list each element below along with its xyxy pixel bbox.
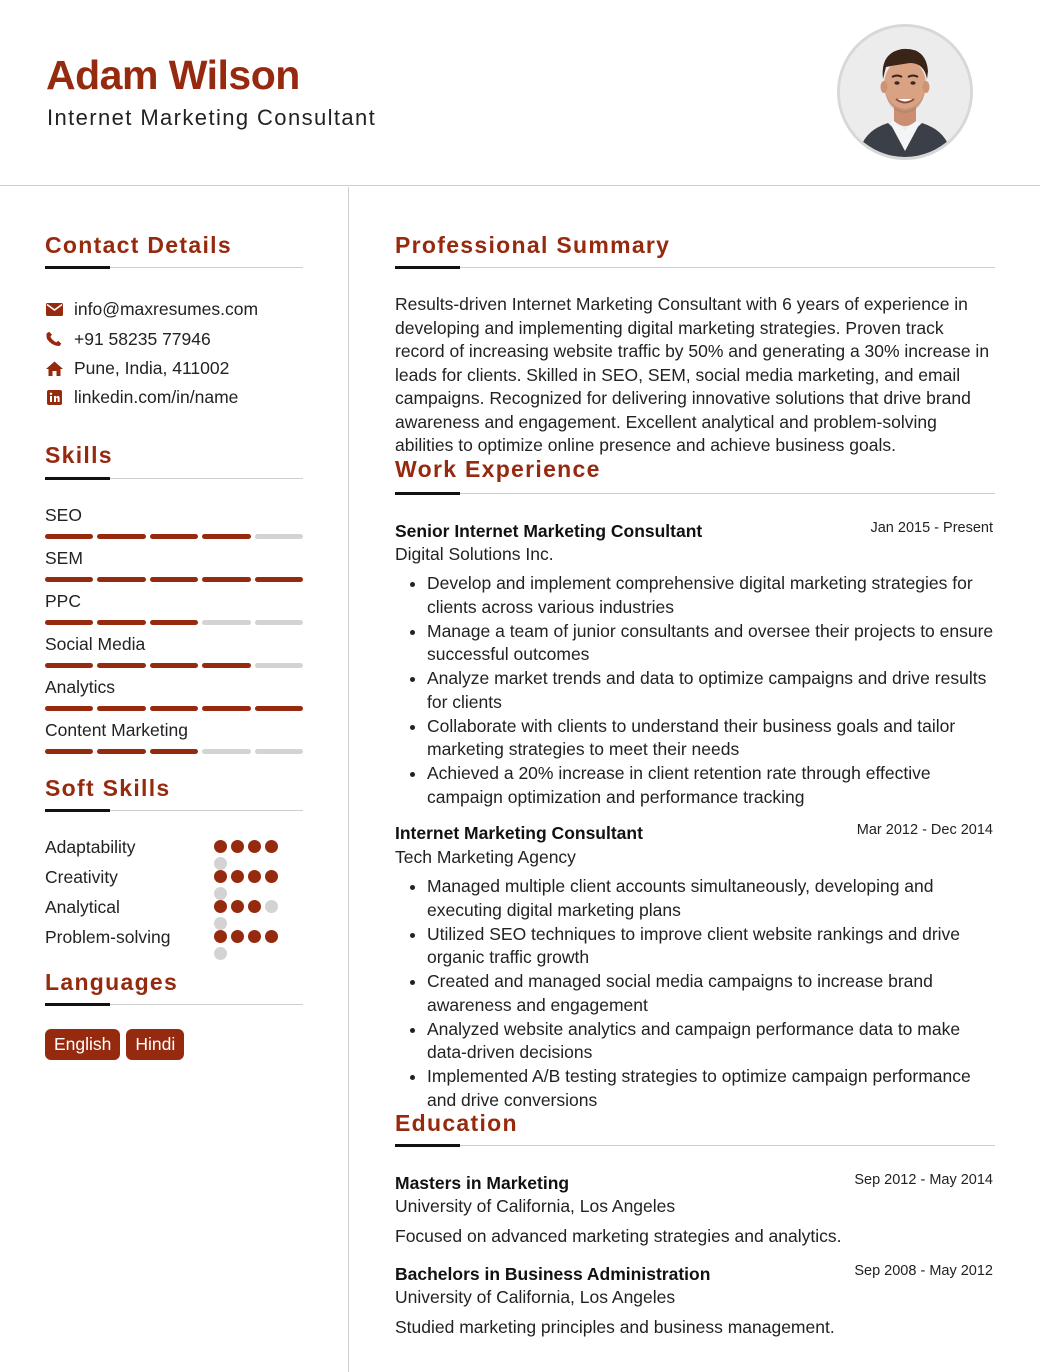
skill-level-segment [150, 577, 198, 582]
rating-dot [214, 840, 227, 853]
rating-dot [214, 887, 227, 900]
job-title: Senior Internet Marketing Consultant [395, 521, 703, 541]
contact-heading: Contact Details [45, 232, 232, 258]
candidate-name: Adam Wilson [46, 52, 300, 98]
skill-level-segment [97, 706, 145, 711]
skill-level-segment [202, 706, 250, 711]
soft-skill-rating [214, 900, 294, 930]
skill-label: Content Marketing [45, 720, 188, 740]
language-badge: English [45, 1029, 120, 1060]
contact-linkedin[interactable] [45, 386, 238, 408]
list-item: Implemented A/B testing strategies to optimize campaign performance and drive conversions [395, 1065, 995, 1112]
skill-level-segment [202, 620, 250, 625]
rating-dot [265, 840, 278, 853]
school-name: University of California, Los Angeles [395, 1287, 676, 1307]
contact-phone-text: +91 58235 77946 [74, 328, 211, 349]
soft-skill-rating [214, 840, 294, 870]
contact-email[interactable] [45, 298, 258, 320]
skills-heading: Skills [45, 442, 113, 468]
skill-level-segment [97, 577, 145, 582]
skill-level-segment [150, 749, 198, 754]
education-description: Studied marketing principles and business management. [395, 1317, 835, 1337]
rating-dot [265, 900, 278, 913]
resume-header [0, 0, 1040, 186]
list-item: Managed multiple client accounts simultaneously, developing and executing digital marketing plans [395, 875, 995, 922]
phone-icon [45, 330, 63, 348]
skill-level-segment [97, 663, 145, 668]
skill-level-segment [255, 534, 303, 539]
skill-level-segment [45, 663, 93, 668]
skill-label: Analytics [45, 677, 116, 697]
list-item: Analyze market trends and data to optimize campaigns and drive results for clients [395, 667, 995, 714]
education-dates: Sep 2008 - May 2012 [854, 1263, 993, 1279]
rating-dot [231, 930, 244, 943]
skill-level-segment [150, 706, 198, 711]
summary-text: Results-driven Internet Marketing Consultant with 6 years of experience in developing and implementing digital marketing strategies. Proven track record of increasing website traffic by 50% and generating a 30% increase in leads for clients. Skilled in SEO, SEM, social media marketing, and email campaigns. Recognized for delivering innovative solutions that drive brand awareness and engagement. Excellent analytical and problem-solving abilities to optimize online presence and achieve business goals. [395, 294, 990, 455]
soft-skill-label: Creativity [45, 867, 118, 887]
experience-rule [395, 493, 995, 494]
soft-skill-label: Problem-solving [45, 927, 171, 947]
job-title: Internet Marketing Consultant [395, 823, 643, 843]
skill-level-segment [45, 577, 93, 582]
rating-dot [248, 930, 261, 943]
linkedin-icon [45, 388, 63, 406]
skill-level-bar [45, 577, 303, 582]
languages-list [45, 1029, 184, 1060]
contact-email-text: info@maxresumes.com [74, 298, 259, 319]
contact-rule [45, 267, 303, 268]
contact-address-text: Pune, India, 411002 [74, 357, 230, 378]
skills-rule [45, 478, 303, 479]
list-item: Manage a team of junior consultants and oversee their projects to ensure successful outcomes [395, 620, 995, 667]
education-rule [395, 1145, 995, 1146]
education-heading: Education [395, 1110, 518, 1136]
languages-heading: Languages [45, 969, 179, 995]
skill-level-segment [150, 534, 198, 539]
school-name: University of California, Los Angeles [395, 1196, 676, 1216]
soft-skill-rating [214, 930, 294, 960]
rating-dot [214, 917, 227, 930]
skill-level-bar [45, 663, 303, 668]
rating-dot [265, 870, 278, 883]
job-bullets [395, 572, 995, 810]
rating-dot [214, 930, 227, 943]
skill-level-segment [97, 534, 145, 539]
rating-dot [231, 870, 244, 883]
skill-level-segment [255, 577, 303, 582]
contact-address [45, 357, 229, 379]
skill-level-segment [202, 663, 250, 668]
degree-title: Masters in Marketing [395, 1173, 570, 1193]
skill-label: PPC [45, 591, 81, 611]
rating-dot [248, 900, 261, 913]
rating-dot [214, 870, 227, 883]
skill-label: SEO [45, 505, 82, 525]
education-description: Focused on advanced marketing strategies and analytics. [395, 1226, 842, 1246]
skill-level-segment [150, 663, 198, 668]
education-dates: Sep 2012 - May 2014 [854, 1172, 993, 1188]
skill-level-segment [97, 620, 145, 625]
rating-dot [231, 900, 244, 913]
envelope-icon [45, 300, 63, 318]
contact-linkedin-text: linkedin.com/in/name [74, 386, 239, 407]
rating-dot [231, 840, 244, 853]
experience-heading: Work Experience [395, 456, 601, 482]
skill-level-segment [255, 620, 303, 625]
rating-dot [265, 930, 278, 943]
list-item: Develop and implement comprehensive digital marketing strategies for clients across various industries [395, 572, 995, 619]
skill-level-bar [45, 706, 303, 711]
job-dates: Jan 2015 - Present [870, 520, 993, 536]
soft-skill-label: Adaptability [45, 837, 136, 857]
skill-level-segment [255, 749, 303, 754]
soft-skills-rule [45, 810, 303, 811]
avatar-photo-icon [840, 27, 970, 157]
list-item: Achieved a 20% increase in client retention rate through effective campaign optimization and performance tracking [395, 762, 995, 809]
skill-level-bar [45, 749, 303, 754]
list-item: Analyzed website analytics and campaign performance data to make data-driven decisions [395, 1018, 995, 1065]
rating-dot [248, 840, 261, 853]
soft-skill-rating [214, 870, 294, 900]
column-divider [348, 187, 349, 1372]
skill-level-segment [150, 620, 198, 625]
language-badge: Hindi [126, 1029, 184, 1060]
skill-level-segment [202, 534, 250, 539]
home-icon [45, 359, 63, 377]
skill-label: Social Media [45, 634, 146, 654]
rating-dot [248, 870, 261, 883]
job-company: Digital Solutions Inc. [395, 544, 554, 564]
skill-level-bar [45, 534, 303, 539]
skill-level-segment [202, 577, 250, 582]
skill-level-bar [45, 620, 303, 625]
rating-dot [214, 947, 227, 960]
soft-skills-heading: Soft Skills [45, 775, 171, 801]
job-company: Tech Marketing Agency [395, 847, 576, 867]
rating-dot [214, 900, 227, 913]
skill-level-segment [45, 534, 93, 539]
summary-rule [395, 267, 995, 268]
languages-rule [45, 1004, 303, 1005]
skill-level-segment [45, 749, 93, 754]
job-dates: Mar 2012 - Dec 2014 [856, 822, 993, 838]
degree-title: Bachelors in Business Administration [395, 1264, 711, 1284]
contact-phone[interactable] [45, 328, 211, 350]
skill-level-segment [202, 749, 250, 754]
skill-level-segment [255, 663, 303, 668]
candidate-title: Internet Marketing Consultant [47, 105, 377, 130]
list-item: Utilized SEO techniques to improve client website rankings and drive organic traffic growth [395, 923, 995, 970]
skill-level-segment [97, 749, 145, 754]
avatar [837, 24, 973, 160]
list-item: Created and managed social media campaigns to increase brand awareness and engagement [395, 970, 995, 1017]
skill-level-segment [45, 620, 93, 625]
skill-level-segment [45, 706, 93, 711]
soft-skill-label: Analytical [45, 897, 120, 917]
rating-dot [214, 857, 227, 870]
job-bullets [395, 875, 995, 1113]
skill-label: SEM [45, 548, 83, 568]
summary-heading: Professional Summary [395, 232, 671, 258]
list-item: Collaborate with clients to understand their business goals and tailor marketing strategies to meet their needs [395, 715, 995, 762]
skill-level-segment [255, 706, 303, 711]
